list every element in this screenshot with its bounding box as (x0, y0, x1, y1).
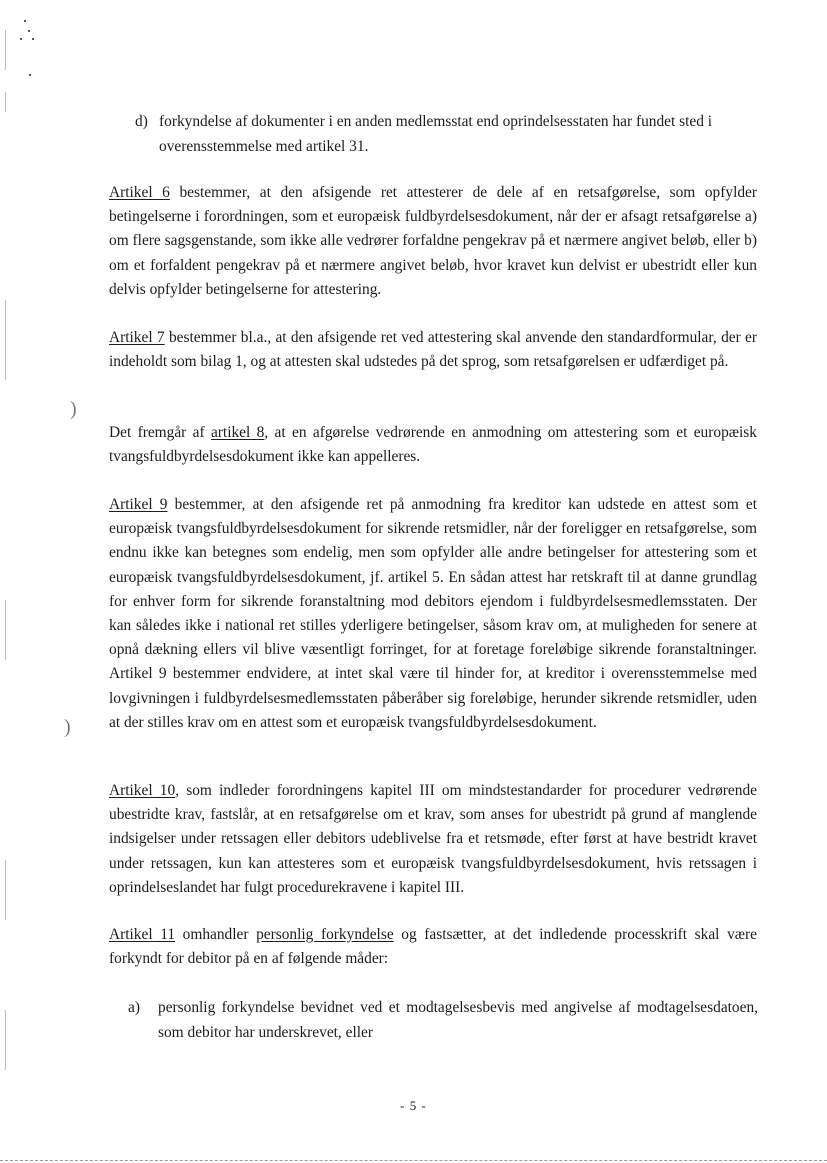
list-marker: a) (128, 999, 140, 1016)
paragraph-artikel-6 (109, 181, 757, 302)
paragraph-artikel-10 (109, 779, 757, 900)
paragraph-text: bestemmer bl.a., at den afsigende ret ved attestering skal anvende den standardformular, der er indeholdt som bilag 1, og at attesten skal udstedes på det sprog, som retsafgørelsen er udfærdiget på. (109, 329, 758, 371)
list-item-a (128, 995, 758, 1045)
list-item-text: personlig forkyndelse bevidnet ved et modtagelsesbevis med angivelse af modtagelsesdatoen, som debitor har underskrevet, eller (158, 999, 758, 1041)
article-reference: Artikel 7 (109, 329, 165, 346)
paragraph-text: og fastsætter, at det indledende processkrift skal være forkyndt for debitor på en af følgende måder: (109, 926, 757, 968)
bottom-scan-rule (0, 1160, 827, 1161)
list-item-d (135, 110, 757, 159)
paragraph-text: omhandler (175, 926, 257, 943)
scan-speck (20, 38, 22, 40)
article-reference: Artikel 9 (109, 496, 168, 513)
list-item-text: forkyndelse af dokumenter i en anden medlemsstat end oprindelsesstaten har fundet sted i overensstemmelse med artikel 31. (159, 113, 713, 155)
scan-speck (29, 74, 31, 76)
article-reference: Artikel 11 (109, 926, 176, 943)
scan-edge-line (5, 600, 6, 660)
scan-speck (32, 38, 34, 40)
paragraph-artikel-8 (109, 421, 757, 469)
paragraph-text: bestemmer, at den afsigende ret attesterer de dele af en retsafgørelse, som opfylder betingelserne i forordningen, som et europæisk fuldbyrdelsesdokument, når der er afsagt retsafgørelse a) om flere sagsgenstande, som ikke alle vedrører forfaldne pengekrav på et nærmere angivet beløb, eller b) om et forfaldent pengekrav på et nærmere angivet beløb, hvor kravet kun delvist er ubestridt eller kun delvis opfylder betingelserne for attestering. (109, 184, 757, 298)
scan-edge-line (5, 30, 6, 70)
punch-hole-mark: ) (70, 398, 77, 420)
scan-edge-line (5, 1010, 6, 1070)
paragraph-artikel-7 (109, 326, 757, 374)
scan-edge-line (5, 860, 6, 920)
scan-edge-line (5, 300, 6, 380)
punch-hole-mark: ) (64, 716, 71, 738)
article-reference: artikel 8 (210, 424, 265, 441)
scan-edge-line (5, 92, 6, 112)
page-number: - 5 - (400, 1098, 427, 1113)
term-reference: personlig forkyndelse (256, 926, 394, 943)
paragraph-text: bestemmer, at den afsigende ret på anmodning fra kreditor kan udstede en attest som et europæisk tvangsfuldbyrdelsesdokument for sikrende retsmidler, når der foreligger en retsafgørelse, som endnu ikke kan betegnes som endelig, men som opfylder alle andre betingelser for attestering som et europæisk tvangsfuldbyrdelsesdokument, jf. artikel 5. En sådan attest har retskraft til at danne grundlag for enhver form for sikrende foranstaltning mod debitors ejendom i fuldbyrdelsesmedlemsstaten. Der kan således ikke i national ret stilles yderligere betingelser, såsom krav om, at muligheden for senere at opnå dækning ellers vil blive væsentligt forringet, for at foretage foreløbige sikrende foranstaltninger. Artikel 9 bestemmer endvidere, at intet skal være til hinder for, at kreditor i overensstemmelse med lovgivningen i fuldbyrdelsesmedlemsstaten påberåber sig foreløbige, herunder sikrende retsmidler, uden at der stilles krav om en attest som et europæisk tvangsfuldbyrdelsesdokument. (109, 496, 757, 731)
article-reference: Artikel 6 (109, 184, 170, 201)
paragraph-text: , at en afgørelse vedrørende en anmodning om attestering som et europæisk tvangsfuldbyrdelsesdokument ikke kan appelleres. (109, 424, 757, 466)
article-reference: Artikel 10 (109, 782, 176, 799)
scan-speck (28, 30, 30, 32)
scan-speck (24, 20, 26, 22)
paragraph-text-prefix: Det fremgår af (109, 424, 211, 441)
paragraph-artikel-11 (109, 923, 757, 971)
list-marker: d) (135, 113, 148, 130)
paragraph-artikel-9 (109, 493, 757, 735)
paragraph-text: , som indleder forordningens kapitel III om mindstestandarder for procedurer vedrørende ubestridte krav, fastslår, at en retsafgørelse om et krav, som anses for ubestridt på grund af manglende indsigelser under retssagen eller debitors udeblivelse fra et retsmøde, efter først at have bestridt kravet under retssagen, kun kan attesteres som et europæisk tvangsfuldbyrdelsesdokument, hvis retssagen i oprindelseslandet har fulgt procedurekravene i kapitel III. (109, 782, 757, 896)
